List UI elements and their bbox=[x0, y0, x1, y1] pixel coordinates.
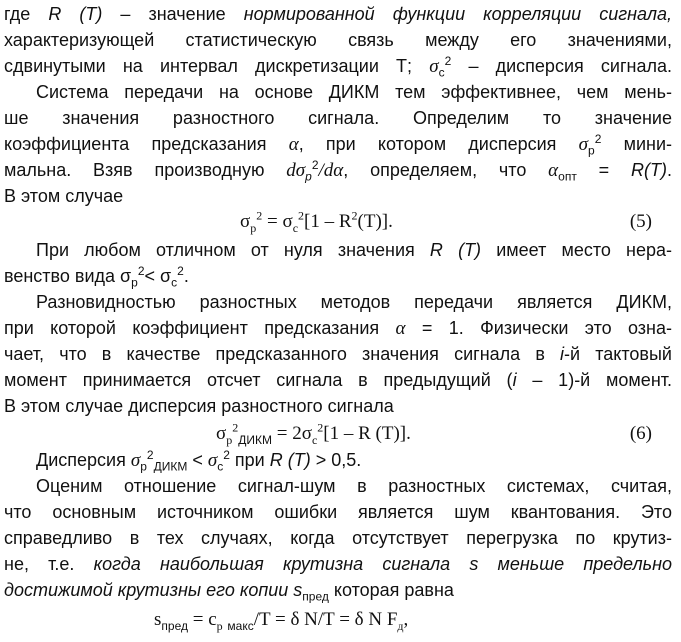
equation-6-number: (6) bbox=[629, 423, 652, 444]
text-line-10: При любом отличном от нуля значения R (T) имеет место нера- bbox=[36, 240, 673, 260]
text-line-15: момент принимается отсчет сигнала в предыдущий (i – 1)-й момент. bbox=[4, 370, 673, 390]
equation-5-number: (5) bbox=[629, 211, 652, 232]
text-line-20: что основным источником ошибки является шум квантования. Это bbox=[4, 502, 672, 522]
text-line-11: венство вида $\sigma_p^2< \sigma_c^2$. bbox=[4, 264, 189, 290]
text-line-12: Разновидностью разностных методов передачи является ДИКМ, bbox=[36, 292, 672, 312]
equation-5: $\sigma_p^2 = \sigma_c^2[1 - R^2(T)]$. (5) bbox=[240, 208, 652, 235]
text-line-14: чает, что в качестве предсказанного значения сигнала в i-й тактовый bbox=[4, 344, 672, 364]
text-line-22: не, т.е. когда наибольшая крутизна сигнала s меньше предельно bbox=[4, 554, 673, 574]
text-line-3: сдвинутыми на интервал дискретизации Т; $\sigma_c^2$ – дисперсия сигнала. bbox=[4, 54, 672, 80]
text-line-8: В этом случае bbox=[4, 186, 124, 206]
text-line-18: Дисперсия $\sigma_p^2_{ДИКМ} < \sigma_c^2$ при R (T) > 0,5. bbox=[36, 448, 362, 474]
text-line-13: при которой коэффициент предсказания α = 1. Физически это озна- bbox=[4, 318, 672, 339]
equation-7: $s_{пред} = c_р$ $_{макс}$/T = δ N/T = δ N $F_д$, bbox=[154, 609, 409, 633]
text-line-7: мальна. Взяв производную $d\sigma_p^2/d\alpha$, определяем, что $\alpha_{опт} = R(T)$. bbox=[4, 158, 673, 184]
text-line-23: достижимой крутизны его копии $s_{пред}$ которая равна bbox=[4, 580, 454, 604]
text-line-1: где R (T) – значение нормированной функции корреляции сигнала, bbox=[4, 4, 672, 24]
text-line-5: ше значения разностного сигнала. Определим то значение bbox=[4, 108, 672, 128]
text-line-21: справедливо в тех случаях, когда отсутствует перегрузка по крутиз- bbox=[4, 528, 672, 548]
equation-6: $\sigma_p^2_{ДИКМ} = 2\sigma_c^2[1 - R$ (T)]. (6) bbox=[216, 420, 652, 447]
text-line-16: В этом случае дисперсия разностного сигнала bbox=[4, 396, 394, 416]
text-line-19: Оценим отношение сигнал-шум в разностных системах, считая, bbox=[36, 476, 672, 496]
text-line-6: коэффициента предсказания α, при котором дисперсия $\sigma_p^2$ мини- bbox=[4, 132, 673, 158]
text-line-4: Система передачи на основе ДИКМ тем эффективнее, чем мень- bbox=[36, 82, 672, 102]
text-line-2: характеризующей статистическую связь между его значениями, bbox=[4, 30, 672, 50]
